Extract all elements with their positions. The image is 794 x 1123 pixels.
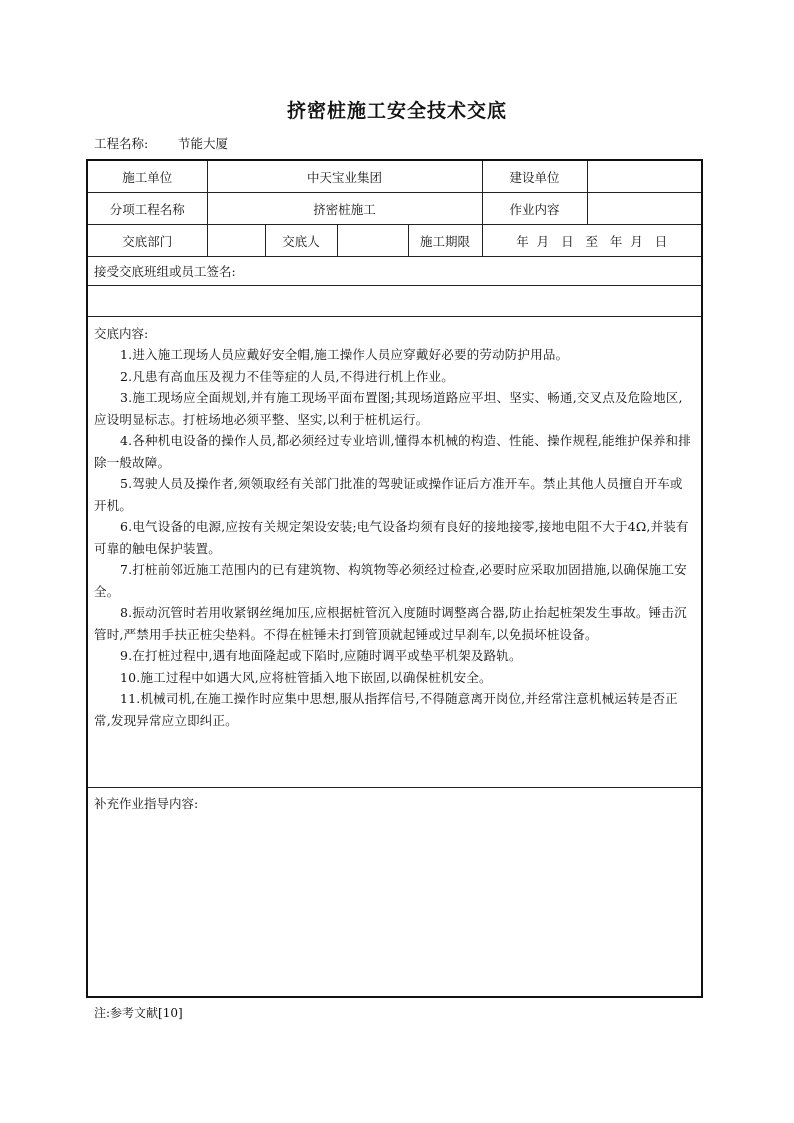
signature-area	[88, 286, 701, 317]
period-value: 年 月 日 至 年 月 日	[482, 225, 701, 257]
briefing-dept-value	[207, 225, 265, 257]
briefing-form	[86, 159, 703, 998]
list-item: 4.各种机电设备的操作人员,都必须经过专业培训,懂得本机械的构造、性能、操作规程,能维护保养和排除一般故障。	[94, 433, 691, 470]
construction-unit-value: 中天宝业集团	[207, 161, 482, 193]
table-row	[88, 193, 701, 225]
reference-note: 注:参考文献[10]	[94, 1006, 183, 1020]
briefing-dept-label: 交底部门	[88, 225, 207, 257]
briefer-label: 交底人	[265, 225, 337, 257]
work-content-label: 作业内容	[482, 193, 587, 225]
list-item: 3.施工现场应全面规划,并有施工现场平面布置图;其现场道路应平坦、坚实、畅通,交叉点及危险地区,应设明显标志。打桩场地必须平整、坚实,以利于桩机运行。	[94, 390, 683, 427]
briefing-content	[88, 317, 701, 788]
list-item: 10.施工过程中如遇大风,应将桩管插入地下嵌固,以确保桩机安全。	[120, 669, 492, 685]
list-item: 2.凡患有高血压及视力不佳等症的人员,不得进行机上作业。	[120, 368, 455, 384]
list-item: 1.进入施工现场人员应戴好安全帽,施工操作人员应穿戴好必要的劳动防护用品。	[120, 347, 569, 362]
project-name-label: 工程名称:	[94, 136, 149, 151]
client-unit-value	[587, 161, 701, 193]
client-unit-label: 建设单位	[482, 161, 587, 193]
sub-project-value: 挤密桩施工	[207, 193, 482, 225]
table-row	[88, 225, 701, 257]
content-title: 交底内容:	[94, 326, 149, 341]
list-item: 6.电气设备的电源,应按有关规定架设安装;电气设备均须有良好的接地接零,接地电阻不大于4Ω,并装有可靠的触电保护装置。	[94, 519, 689, 556]
supplement-section	[88, 788, 701, 996]
list-item: 11.机械司机,在施工操作时应集中思想,服从指挥信号,不得随意离开岗位,并经常注意机械运转是否正常,发现异常应立即纠正。	[94, 691, 678, 728]
project-name-line	[94, 134, 228, 152]
list-item: 9.在打桩过程中,遇有地面隆起或下陷时,应随时调平或垫平机架及路轨。	[120, 648, 522, 663]
document-title: 挤密桩施工安全技术交底	[286, 100, 507, 122]
work-content-value	[587, 193, 701, 225]
period-label: 施工期限	[408, 225, 482, 257]
supplement-label: 补充作业指导内容:	[94, 796, 199, 811]
construction-unit-label: 施工单位	[88, 161, 207, 193]
sub-project-label: 分项工程名称	[88, 193, 207, 225]
signature-label: 接受交底班组或员工签名:	[88, 255, 701, 286]
list-item: 8.振动沉管时若用收紧钢丝绳加压,应根据桩管沉入度随时调整离合器,防止抬起桩架发生事故。锤击沉管时,严禁用手扶正桩尖垫料。不得在桩锤未打到管顶就起锤或过早刹车,以免损坏桩设备。	[94, 605, 687, 642]
header-table	[88, 161, 701, 257]
project-name-value: 节能大厦	[178, 136, 229, 151]
table-row	[88, 161, 701, 193]
briefer-value	[337, 225, 408, 257]
list-item: 5.驾驶人员及操作者,须领取经有关部门批准的驾驶证或操作证后方准开车。禁止其他人员擅自开车或开机。	[94, 476, 683, 513]
list-item: 7.打桩前邻近施工范围内的已有建筑物、构筑物等必须经过检查,必要时应采取加固措施,以确保施工安全。	[94, 562, 687, 599]
